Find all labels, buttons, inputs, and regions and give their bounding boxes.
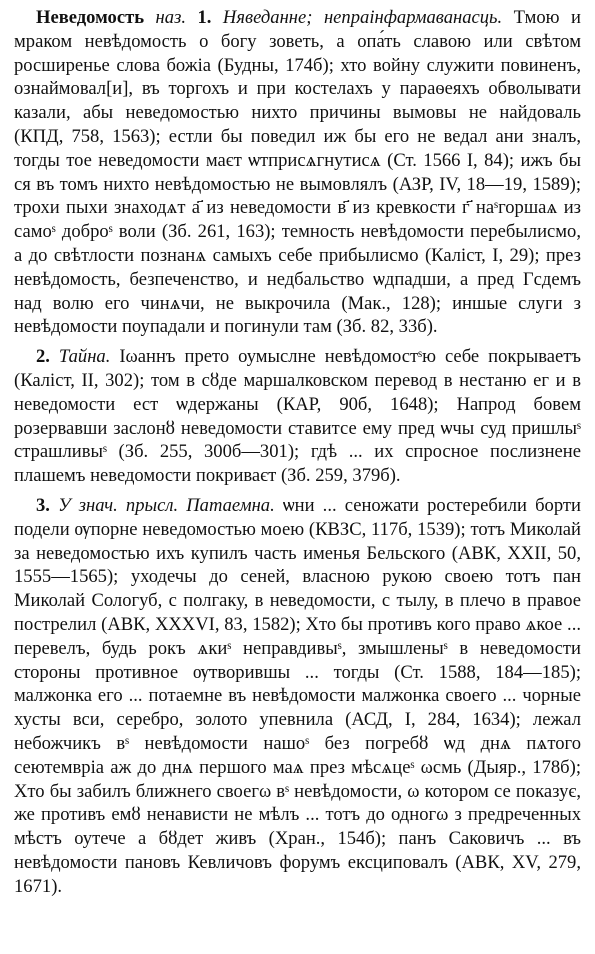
headword: Неведомость — [36, 7, 145, 28]
part-of-speech: наз. — [144, 7, 198, 28]
sense-text: Тмою и мраком невѣдомость о богу зоветь, а опа́ть славою или свѣтом росширенье слова божіа (Будны, 174б); хто войну служити повиненъ, ознаймовал[и], въ торгохъ и при костелахъ у параѳеяхъ обволывати казали, абы неведомостью нихто причины вымовы не найдоваль (КПД, 758, 1563); естли бы поведил иж бы его не ведал ани зналъ, тогды тое неведомости маєт ѡтприсѧгнутисѧ (Ст. 1566 I, 84); ижъ бы ся въ томъ нихто невѣдомостью не вымовлялъ (АЗР, IV, 18—19, 1589); трохи пыхи знаходѧт а҃ из неведомости в҃ из кревкости г҃ наˢгоршаѧ из самоˢ доброˢ воли (Зб. 261, 163); темность невѣдомости перебылисмо, а до свѣтлости познанѧ самыхъ себе прибылисмо (Каліст, I, 29); през невѣдомость, безпеченство, и недбальство ѡдпадши, а пред Гсдемъ над волю его чинѧчи, не выкрочила (Мак., 128); иншые слуги з невѣдомости поупадали и погинули там (Зб. 82, 33б). — [14, 7, 581, 338]
sense-gloss: Няведанне; непраінфармаванасць. — [211, 7, 503, 28]
sense-number: 2. — [36, 346, 50, 368]
sense-gloss: Тайна. — [49, 346, 111, 368]
sense-number: 3. — [36, 494, 50, 516]
sense-gloss: У знач. прысл. Патаемна. — [49, 494, 275, 516]
sense-text: ѡни ... сеножати ростеребили борти подели ѹпорне неведомостью моею (КВЗС, 117б, 1539); тотъ Миколай за неведомостью ихъ купилъ часть именья Бельского (АВК, XXII, 50, 1555—1565); уходечы до сеней, власною рукою своею тотъ пан Миколай Сологуб, с полгаку, в неведомости, с тылу, в плечо в правое пострелил (АВК, XXXVI, 83, 1582); Хто бы противъ кого право ѧкое ... перевелъ, будь рокъ ѧкиˢ неправдивыˢ, змышленыˢ в неведомости стороны противное ѹтворившы ... тогды (Ст. 1588, 184—185); малжонка его ... потаемне въ невѣдомости малжонка своего ... чорные хусты вси, серебро, золото упевнила (АСД, I, 284, 1634); лежал небожчикъ вˢ невѣдомости нашоˢ без погребȣ ѡд днѧ пѧтого сеютемвріа аж до днѧ першого маѧ през мѣсѧцеˢ ωсмь (Дыяр., 178б); Хто бы забилъ ближнего своегω вˢ невѣдомости, ω котором се показує, же противъ емȣ ненависти не мѣлъ ... тотъ до одногω з предреченных мѣстъ оутече а бȣдет живъ (Хран., 154б); панъ Саковичъ ... въ невѣдомости пановъ Кевличовъ форумъ ексциповалъ (АВК, XV, 279, 1671). — [14, 494, 581, 897]
sense-text: Iωаннъ прето оумыслне невѣдомостˢю себе покрываетъ (Каліст, II, 302); том в сȣде маршалковском перевод в нестаню ег и в неведомости ест ѡдержаны (КАР, 90б, 1648); Напрод бовем розервавши заслонȣ неведомости ставитсе ему пред ѡчы суд пришлыˢ страшливыˢ (Зб. 255, 300б—301); гдѣ ... их спросное послизнене плашемъ неведомости покриваєт (Зб. 259, 379б). — [14, 346, 581, 487]
sense-number: 1. — [197, 7, 212, 28]
sense-1-paragraph — [14, 6, 581, 339]
sense-3-paragraph — [14, 494, 581, 899]
sense-2-paragraph — [14, 345, 581, 488]
